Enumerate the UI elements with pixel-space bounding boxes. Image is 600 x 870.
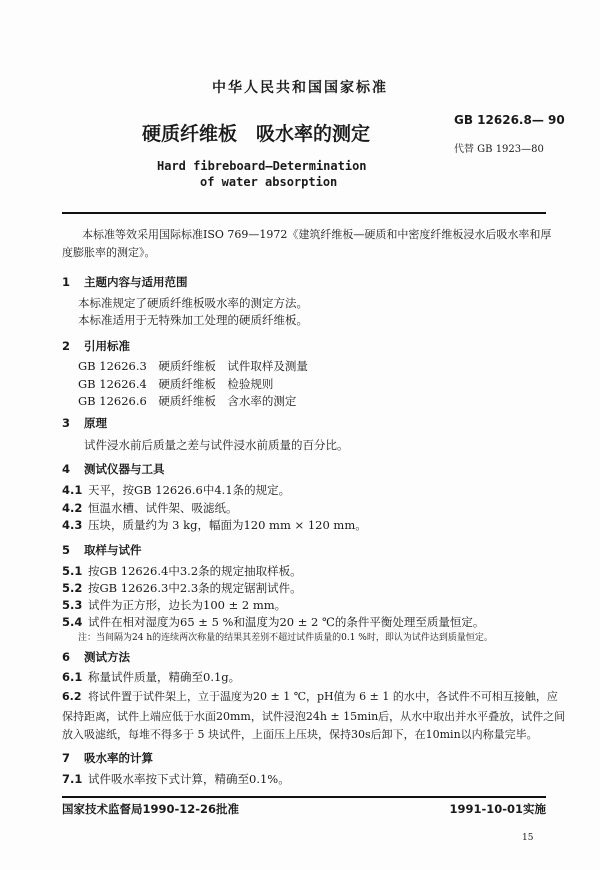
clause-6-2-cont: 保持距离，试件上端应低于水面20mm，试件浸泡24h ± 15min后，从水中取出并水平叠放，试件之间 — [62, 710, 566, 723]
note-5: 注：当间隔为24 h的连续两次称量的结果其差别不超过试件质量的0.1 %时，即认为试件达到质量恒定。 — [78, 633, 493, 643]
approval-date: 国家技术监督局1990-12-26批准 — [62, 802, 240, 816]
reference-standard: GB 12626.4 硬质纤维板 检验规则 — [78, 377, 274, 391]
section-1-line: 本标准规定了硬质纤维板吸水率的测定方法。 — [78, 296, 308, 310]
section-7-heading: 7 吸水率的计算 — [62, 751, 153, 765]
clause-5-1: 5.1 按GB 12626.4中3.2条的规定抽取样板。 — [62, 564, 302, 578]
clause-6-2-cont: 放入吸滤纸，每堆不得多于 5 块试件，上面压上压块，保持30s后卸下，在10min以内称量完毕。 — [62, 728, 538, 741]
section-3-heading: 3 原理 — [62, 416, 107, 430]
title-en-line1: Hard fibreboard—Determination — [157, 159, 367, 173]
clause-5-2: 5.2 按GB 12626.3中2.3条的规定锯割试件。 — [62, 581, 302, 595]
reference-standard: GB 12626.6 硬质纤维板 含水率的测定 — [78, 394, 297, 408]
section-6-heading: 6 测试方法 — [62, 650, 130, 664]
section-1-heading: 1 主题内容与适用范围 — [62, 275, 188, 289]
section-4-heading: 4 测试仪器与工具 — [62, 462, 165, 476]
header-rule — [62, 212, 546, 214]
clause-6-1: 6.1 称量试件质量，精确至0.1g。 — [62, 670, 241, 684]
clause-4-3: 4.3 压块，质量约为 3 kg，幅面为120 mm × 120 mm。 — [62, 518, 367, 532]
clause-5-4: 5.4 试件在相对湿度为65 ± 5 %和温度为20 ± 2 ℃的条件平衡处理至质量恒定。 — [62, 615, 485, 629]
title-cn: 硬质纤维板 吸水率的测定 — [142, 123, 371, 145]
section-3-line: 试件浸水前后质量之差与试件浸水前质量的百分比。 — [84, 438, 349, 452]
clause-6-2: 6.2 将试件置于试件架上，立于温度为20 ± 1 ℃，pH值为 6 ± 1 的水中，各试件不可相互接触，应 — [62, 690, 558, 703]
clause-5-3: 5.3 试件为正方形，边长为100 ± 2 mm。 — [62, 598, 287, 612]
effective-date: 1991-10-01实施 — [449, 802, 546, 816]
standard-number: GB 12626.8— 90 — [454, 113, 565, 127]
intro-line1: 本标准等效采用国际标准ISO 769—1972《建筑纤维板—硬质和中密度纤维板浸水后吸水率和厚 — [82, 228, 552, 241]
clause-4-2: 4.2 恒温水槽、试件架、吸滤纸。 — [62, 501, 238, 515]
section-2-heading: 2 引用标准 — [62, 339, 130, 353]
reference-standard: GB 12626.3 硬质纤维板 试件取样及测量 — [78, 359, 308, 373]
clause-4-1: 4.1 天平，按GB 12626.6中4.1条的规定。 — [62, 483, 291, 497]
standard-header: 中华人民共和国国家标准 — [212, 80, 388, 96]
intro-line2: 度膨胀率的测定》。 — [62, 246, 156, 259]
replaces-note: 代替 GB 1923—80 — [454, 144, 544, 155]
title-en-line2: of water absorption — [200, 175, 338, 189]
section-1-line: 本标准适用于无特殊加工处理的硬质纤维板。 — [78, 313, 308, 327]
clause-7-1: 7.1 试件吸水率按下式计算，精确至0.1%。 — [62, 772, 290, 786]
footer-rule — [62, 796, 546, 798]
section-5-heading: 5 取样与试件 — [62, 543, 142, 557]
page-number: 15 — [522, 833, 534, 843]
